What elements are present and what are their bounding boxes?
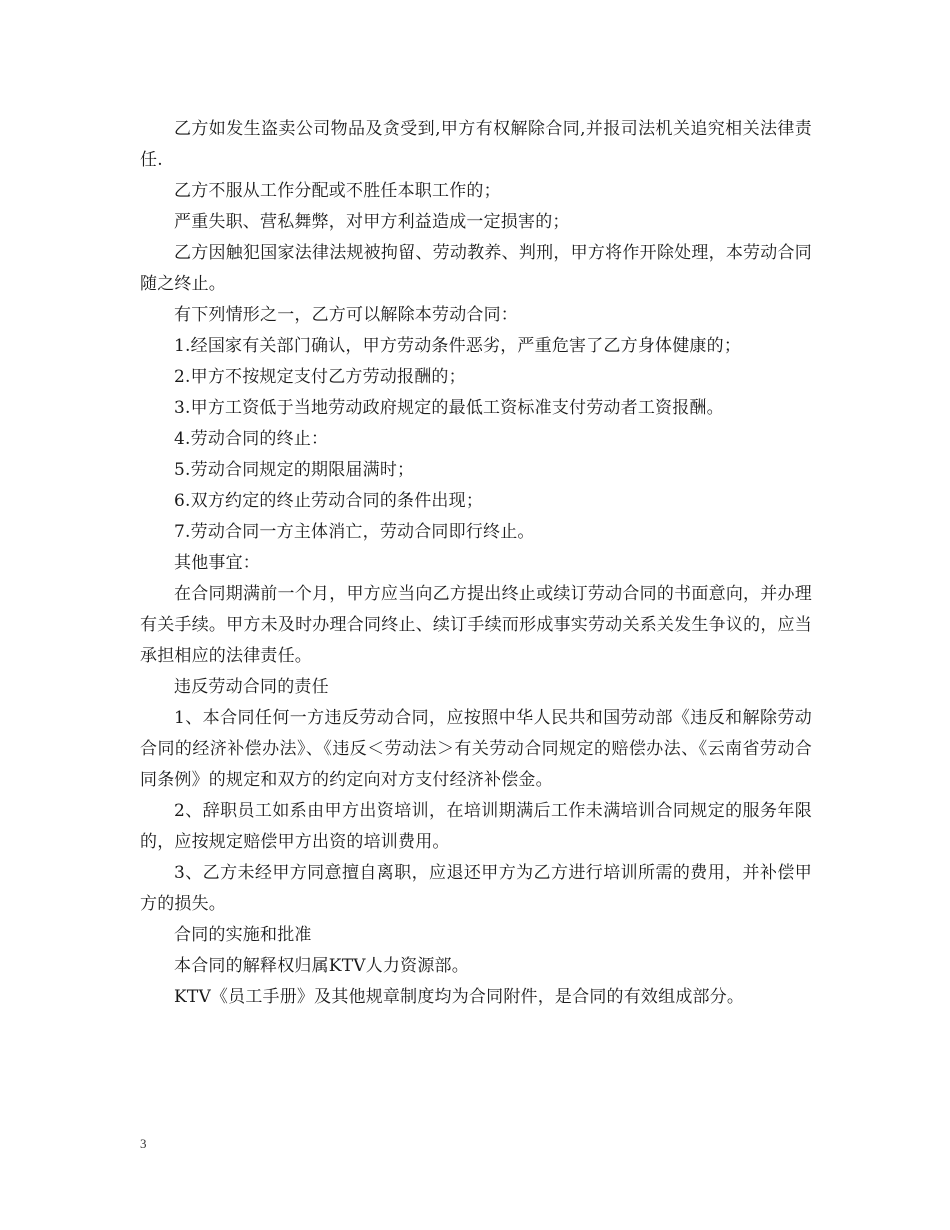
paragraph-unauthorized-leave: 3、乙方未经甲方同意擅自离职，应退还甲方为乙方进行培训所需的费用，并补偿甲方的损失。 (140, 863, 812, 914)
paragraph-disobey-assignment: 乙方不服从工作分配或不胜任本职工作的； (174, 181, 501, 201)
paragraph-legal-violation: 乙方因触犯国家法律法规被拘留、劳动教养、判刑，甲方将作开除处理，本劳动合同随之终止。 (140, 243, 812, 294)
list-item-4: 4.劳动合同的终止： (174, 429, 329, 449)
paragraph-training-cost: 2、辞职员工如系由甲方出资培训，在培训期满后工作未满培训合同规定的服务年限的，应按规定赔偿甲方出资的培训费用。 (140, 801, 812, 852)
paragraph-theft-termination: 乙方如发生盗卖公司物品及贪受到,甲方有权解除合同,并报司法机关追究相关法律责任. (140, 119, 812, 170)
paragraph-dereliction: 严重失职、营私舞弊，对甲方利益造成一定损害的； (174, 212, 570, 232)
list-item-3: 3.甲方工资低于当地劳动政府规定的最低工资标准支付劳动者工资报酬。 (174, 398, 724, 418)
list-item-6: 6.双方约定的终止劳动合同的条件出现； (174, 491, 484, 511)
section-heading-other-matters: 其他事宜： (174, 553, 260, 573)
document-body (140, 114, 812, 1013)
list-item-7: 7.劳动合同一方主体消亡，劳动合同即行终止。 (174, 522, 535, 542)
paragraph-employee-termination-heading: 有下列情形之一，乙方可以解除本劳动合同： (174, 305, 518, 325)
paragraph-breach-compensation: 1、本合同任何一方违反劳动合同，应按照中华人民共和国劳动部《违反和解除劳动合同的经济补偿办法》、《违反＜劳动法＞有关劳动合同规定的赔偿办法、《云南省劳动合同条例》的规定和双方的约定向对方支付经济补偿金。 (140, 708, 812, 790)
page-number: 3 (140, 1136, 147, 1151)
list-item-1: 1.经国家有关部门确认，甲方劳动条件恶劣，严重危害了乙方身体健康的； (174, 336, 742, 356)
paragraph-renewal-notice: 在合同期满前一个月，甲方应当向乙方提出终止或续订劳动合同的书面意向，并办理有关手续。甲方未及时办理合同终止、续订手续而形成事实劳动关系关发生争议的，应当承担相应的法律责任。 (140, 584, 812, 666)
paragraph-handbook-attachment: KTV《员工手册》及其他规章制度均为合同附件，是合同的有效组成部分。 (174, 987, 745, 1007)
paragraph-interpretation-right: 本合同的解释权归属KTV人力资源部。 (174, 956, 469, 976)
list-item-5: 5.劳动合同规定的期限届满时； (174, 460, 415, 480)
section-heading-implementation: 合同的实施和批准 (174, 925, 312, 945)
list-item-2: 2.甲方不按规定支付乙方劳动报酬的； (174, 367, 466, 387)
section-heading-breach-liability: 违反劳动合同的责任 (174, 677, 329, 697)
